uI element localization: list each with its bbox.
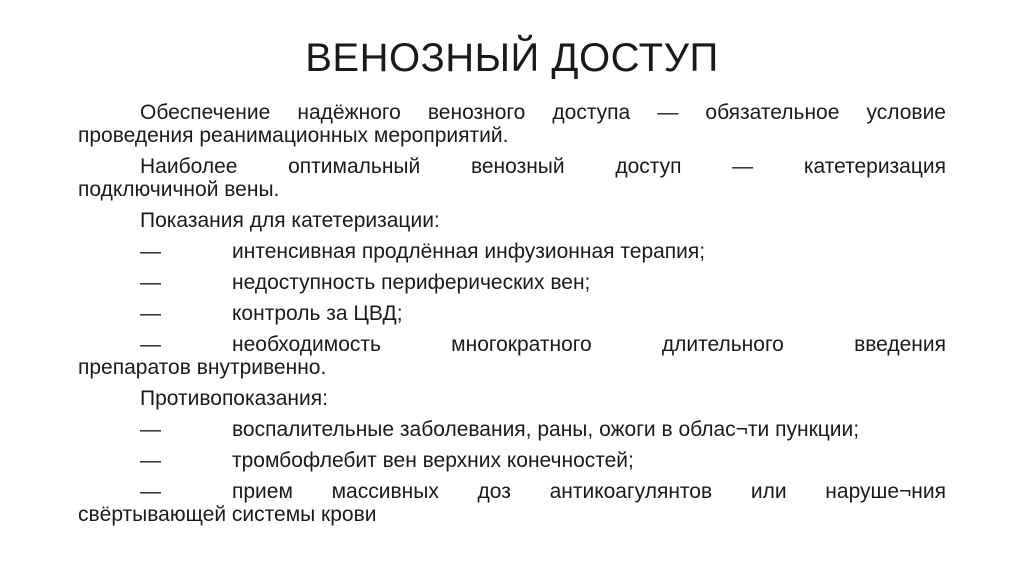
list-item-contraindication [78, 449, 946, 472]
list-item-text: недоступность периферических вен; [232, 271, 591, 294]
list-item-indication [78, 271, 946, 294]
list-item-text: интенсивная продлённая инфузионная терапия; [232, 240, 706, 263]
list-item-indication [78, 240, 946, 263]
list-item-contraindication [78, 418, 946, 441]
paragraph-venous-access-importance [78, 101, 946, 147]
list-item-line [78, 480, 946, 503]
list-item-text-continued: свёртывающей системы крови [78, 503, 377, 526]
list-item-text: воспалительные заболевания, раны, ожоги в облас¬ти пункции; [232, 418, 860, 441]
indications-heading [78, 209, 946, 232]
heading-text: Показания для катетеризации: [140, 209, 440, 232]
dash-marker: — [140, 480, 161, 503]
dash-marker: — [140, 240, 161, 263]
list-item-contraindication [78, 480, 946, 526]
slide-body [78, 101, 946, 534]
paragraph-line: Наиболее оптимальный венозный доступ — катетеризация [140, 155, 946, 178]
paragraph-optimal-access [78, 155, 946, 201]
dash-marker: — [140, 271, 161, 294]
paragraph-line: подключичной вены. [78, 178, 280, 201]
list-item-line [78, 333, 946, 356]
list-item-text: тромбофлебит вен верхних конечностей; [232, 449, 634, 472]
paragraph-line: проведения реанимационных мероприятий. [78, 124, 509, 147]
list-item-indication [78, 333, 946, 379]
contraindications-heading [78, 387, 946, 410]
dash-marker: — [140, 302, 161, 325]
dash-marker: — [140, 333, 161, 356]
dash-marker: — [140, 418, 161, 441]
list-item-text: необходимость многократного длительного введения [232, 333, 946, 356]
list-item-indication [78, 302, 946, 325]
heading-text: Противопоказания: [140, 387, 328, 410]
dash-marker: — [140, 449, 161, 472]
paragraph-line: Обеспечение надёжного венозного доступа — обязательное условие [140, 101, 946, 124]
slide-title: ВЕНОЗНЫЙ ДОСТУП [305, 36, 719, 80]
list-item-text: прием массивных доз антикоагулянтов или наруше¬ния [232, 480, 946, 503]
list-item-text: контроль за ЦВД; [232, 302, 403, 325]
list-item-text-continued: препаратов внутривенно. [78, 356, 327, 379]
